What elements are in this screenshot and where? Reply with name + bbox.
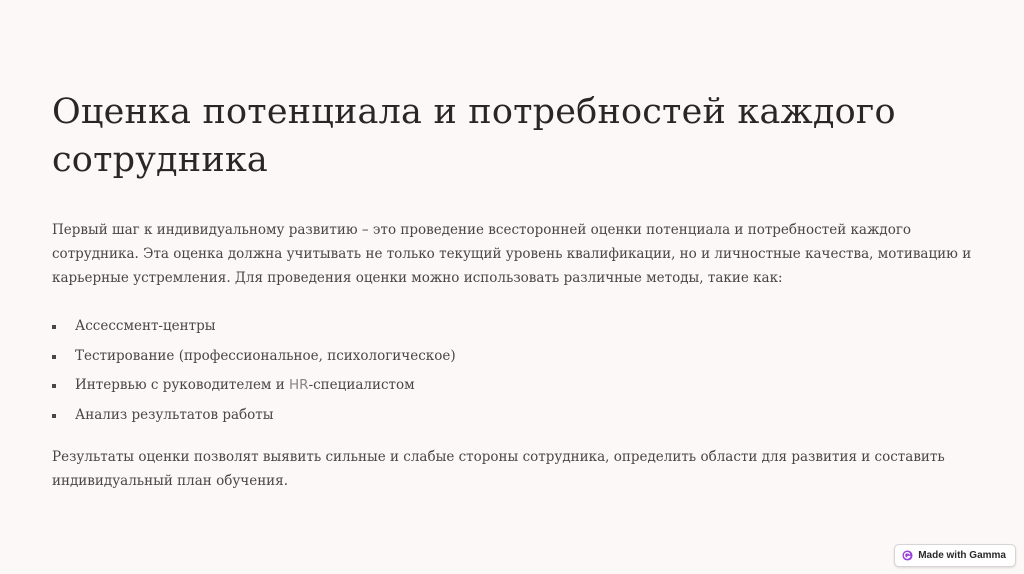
list-item [52, 312, 982, 342]
badge-label: Made with Gamma [918, 550, 1006, 561]
bullet-square-icon [52, 325, 56, 329]
conclusion-paragraph: Результаты оценки позволят выявить сильные и слабые стороны сотрудника, определить области для развития и составить индивидуальный план обучения. [52, 449, 945, 489]
hr-abbreviation: HR [289, 377, 309, 393]
list-item-text: Тестирование (профессиональное, психологическое) [75, 347, 456, 364]
gamma-logo-icon [902, 550, 913, 561]
bullet-square-icon [52, 384, 56, 388]
list-item [52, 401, 982, 431]
bullet-square-icon [52, 355, 56, 359]
list-item-text-suffix: -специалистом [308, 377, 415, 393]
list-item [52, 342, 982, 372]
slide-content [52, 88, 982, 493]
list-item-text: Анализ результатов работы [75, 406, 274, 423]
bullet-square-icon [52, 414, 56, 418]
slide-title: Оценка потенциала и потребностей каждого сотрудника [52, 92, 896, 180]
list-item-text: Ассессмент-центры [75, 318, 216, 334]
made-with-gamma-badge[interactable] [894, 544, 1016, 567]
list-item-text: Интервью с руководителем и [75, 377, 290, 393]
list-item [52, 371, 982, 401]
methods-list [52, 312, 982, 430]
intro-paragraph: Первый шаг к индивидуальному развитию – это проведение всесторонней оценки потенциала и потребностей каждого сотрудника. Эта оценка должна учитывать не только текущий уровень квалификации, но и личностные качества, мотивацию и карьерные устремления. Для проведения оценки можно использовать различные методы, такие как: [52, 222, 972, 286]
